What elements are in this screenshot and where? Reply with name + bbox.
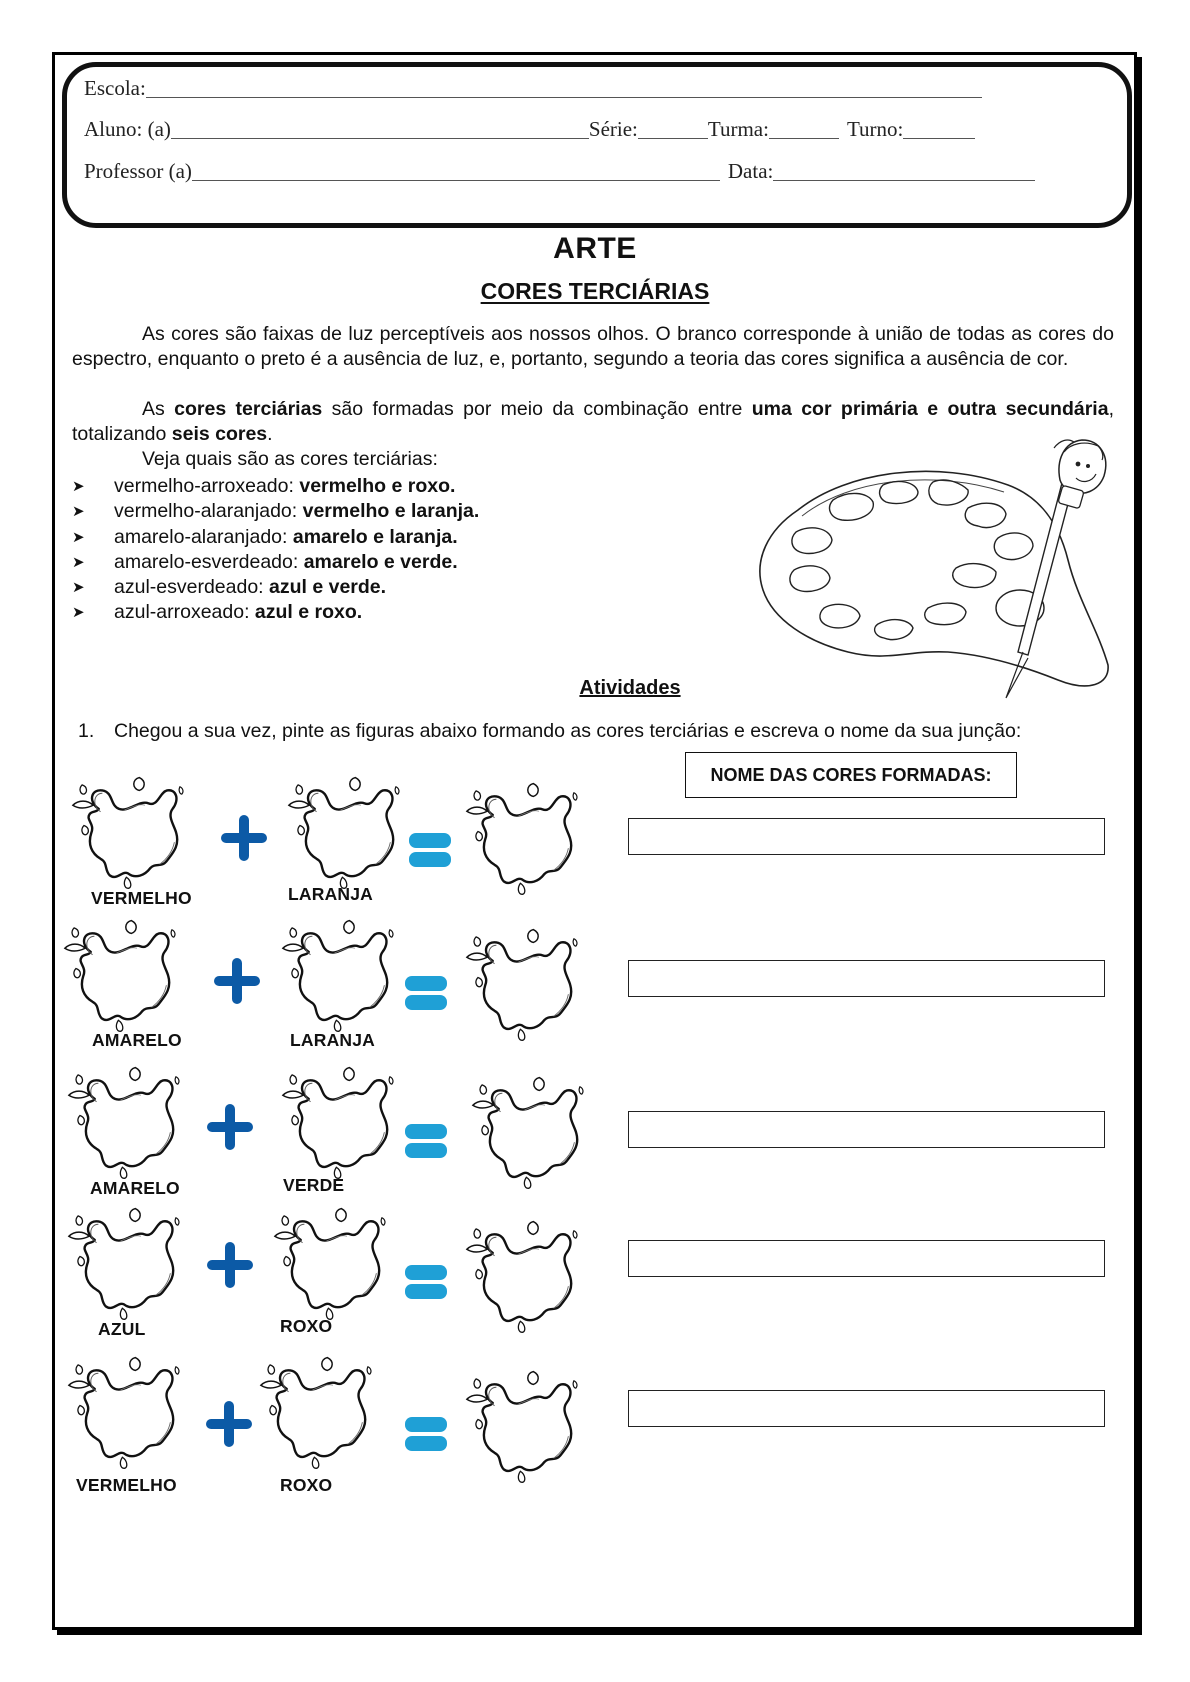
intro-p1-text: As cores são faixas de luz perceptíveis aos nossos olhos. O branco corresponde à união de todas as cores do espectro, enquanto o preto é a ausência de luz, e, portanto, segundo a teoria das cores significa a ausência de cor. — [72, 323, 1114, 370]
paint-splash-icon[interactable] — [268, 1203, 398, 1323]
paint-splash-icon[interactable] — [62, 1062, 192, 1182]
arrowhead-bullet-icon: ➤ — [72, 503, 85, 521]
subtitle-text: CORES TERCIÁRIAS — [480, 278, 710, 304]
student-blank-line[interactable] — [171, 118, 589, 139]
paint-splash-icon[interactable] — [66, 772, 196, 892]
activities-heading-text: Atividades — [579, 677, 681, 699]
color-mix: amarelo e verde. — [303, 550, 458, 573]
activities-heading — [0, 677, 1190, 700]
p2-bold-d: uma cor primária e outra secundária — [751, 398, 1109, 420]
teacher-blank-line[interactable] — [192, 160, 720, 181]
paint-splash-result-icon[interactable] — [466, 1072, 596, 1192]
page-title: ARTE — [553, 232, 637, 265]
color1-label: AZUL — [98, 1319, 146, 1339]
color-mix: vermelho e laranja. — [302, 500, 480, 523]
color-name: vermelho-arroxeado: — [114, 475, 294, 497]
p2-bold-b: cores terciárias — [174, 398, 323, 420]
paint-splash-result-icon[interactable] — [460, 1366, 590, 1486]
color1-label: VERMELHO — [91, 888, 192, 908]
arrowhead-bullet-icon: ➤ — [72, 604, 85, 622]
paint-splash-icon[interactable] — [276, 915, 406, 1035]
p2-text-c: são formadas por meio da combinação entre — [322, 398, 752, 420]
paint-splash-result-icon[interactable] — [460, 924, 590, 1044]
school-blank-line[interactable] — [146, 77, 982, 98]
shift-label: Turno: — [846, 117, 904, 141]
question-text: Chegou a sua vez, pinte as figuras abaixo formando as cores terciárias e escreva o nome da sua junção: — [114, 720, 1022, 742]
answer-input-5[interactable] — [628, 1390, 1105, 1427]
arrowhead-bullet-icon: ➤ — [72, 553, 85, 571]
color-name: azul-esverdeado: — [114, 576, 264, 599]
p2-text-e: , totalizando — [72, 398, 1114, 445]
answer-input-1[interactable] — [628, 818, 1105, 855]
color-name: amarelo-esverdeado: — [114, 550, 299, 573]
color1-label: AMARELO — [92, 1030, 182, 1050]
arrowhead-bullet-icon: ➤ — [72, 579, 85, 597]
shift-blank-line[interactable] — [903, 118, 975, 139]
equals-icon — [404, 1415, 448, 1453]
date-label: Data: — [727, 159, 774, 183]
paint-splash-result-icon[interactable] — [460, 778, 590, 898]
intro-p3-text: Veja quais são as cores terciárias: — [142, 448, 438, 470]
class-label: Turma: — [707, 117, 769, 141]
list-item — [72, 499, 479, 524]
color-name: amarelo-alaranjado: — [114, 525, 288, 548]
school-label: Escola: — [84, 76, 146, 100]
color-mix: vermelho e roxo. — [299, 475, 456, 497]
student-row — [84, 117, 975, 142]
equals-icon — [404, 1263, 448, 1301]
teacher-row — [84, 159, 1035, 184]
teacher-label: Professor (a) — [84, 159, 192, 183]
intro-paragraph-1 — [72, 322, 1114, 372]
equals-icon — [404, 974, 448, 1012]
paint-splash-result-icon[interactable] — [460, 1216, 590, 1336]
date-blank-line[interactable] — [773, 160, 1035, 181]
paint-splash-icon[interactable] — [62, 1352, 192, 1472]
color2-label: LARANJA — [290, 1030, 376, 1050]
tertiary-colors-list — [72, 474, 479, 626]
list-item — [72, 575, 479, 600]
list-item — [72, 474, 479, 499]
grade-blank-line[interactable] — [638, 118, 708, 139]
plus-icon — [219, 813, 269, 863]
paint-splash-icon[interactable] — [282, 772, 412, 892]
color1-label: VERMELHO — [76, 1475, 177, 1495]
list-item — [72, 525, 479, 550]
plus-icon — [205, 1102, 255, 1152]
question-1 — [78, 720, 1021, 743]
color-name: vermelho-alaranjado: — [114, 500, 298, 523]
paint-splash-icon[interactable] — [254, 1352, 384, 1472]
list-item — [72, 600, 479, 625]
arrowhead-bullet-icon: ➤ — [72, 478, 85, 495]
color2-label: ROXO — [280, 1316, 333, 1336]
color2-label: LARANJA — [288, 884, 374, 904]
color2-label: VERDE — [283, 1175, 345, 1195]
equals-icon — [408, 831, 452, 869]
plus-icon — [204, 1399, 254, 1449]
paint-splash-icon[interactable] — [58, 915, 188, 1035]
p2-text-g: . — [267, 423, 273, 445]
page-subtitle — [0, 278, 1190, 305]
p2-bold-f: seis cores — [171, 423, 268, 445]
answer-header-box — [685, 752, 1017, 798]
paint-splash-icon[interactable] — [276, 1062, 406, 1182]
paint-splash-icon[interactable] — [62, 1203, 192, 1323]
equals-icon — [404, 1122, 448, 1160]
list-item — [72, 550, 479, 575]
answer-input-3[interactable] — [628, 1111, 1105, 1148]
school-field[interactable] — [84, 76, 982, 101]
plus-icon — [205, 1240, 255, 1290]
color-mix: azul e verde. — [269, 576, 387, 599]
question-number: 1. — [78, 720, 95, 742]
color2-label: ROXO — [280, 1475, 333, 1495]
color1-label: AMARELO — [90, 1178, 180, 1198]
answer-input-4[interactable] — [628, 1240, 1105, 1277]
p2-text-a: As — [142, 398, 175, 420]
answer-input-2[interactable] — [628, 960, 1105, 997]
student-label: Aluno: (a) — [84, 117, 171, 141]
color-mix: azul e roxo. — [254, 601, 363, 624]
paint-palette-icon — [738, 430, 1128, 705]
color-name: azul-arroxeado: — [114, 601, 250, 624]
answer-header-text: NOME DAS CORES FORMADAS: — [710, 764, 992, 785]
arrowhead-bullet-icon: ➤ — [72, 528, 85, 546]
color-mix: amarelo e laranja. — [292, 525, 458, 548]
grade-label: Série: — [588, 117, 638, 141]
class-blank-line[interactable] — [769, 118, 839, 139]
plus-icon — [212, 956, 262, 1006]
